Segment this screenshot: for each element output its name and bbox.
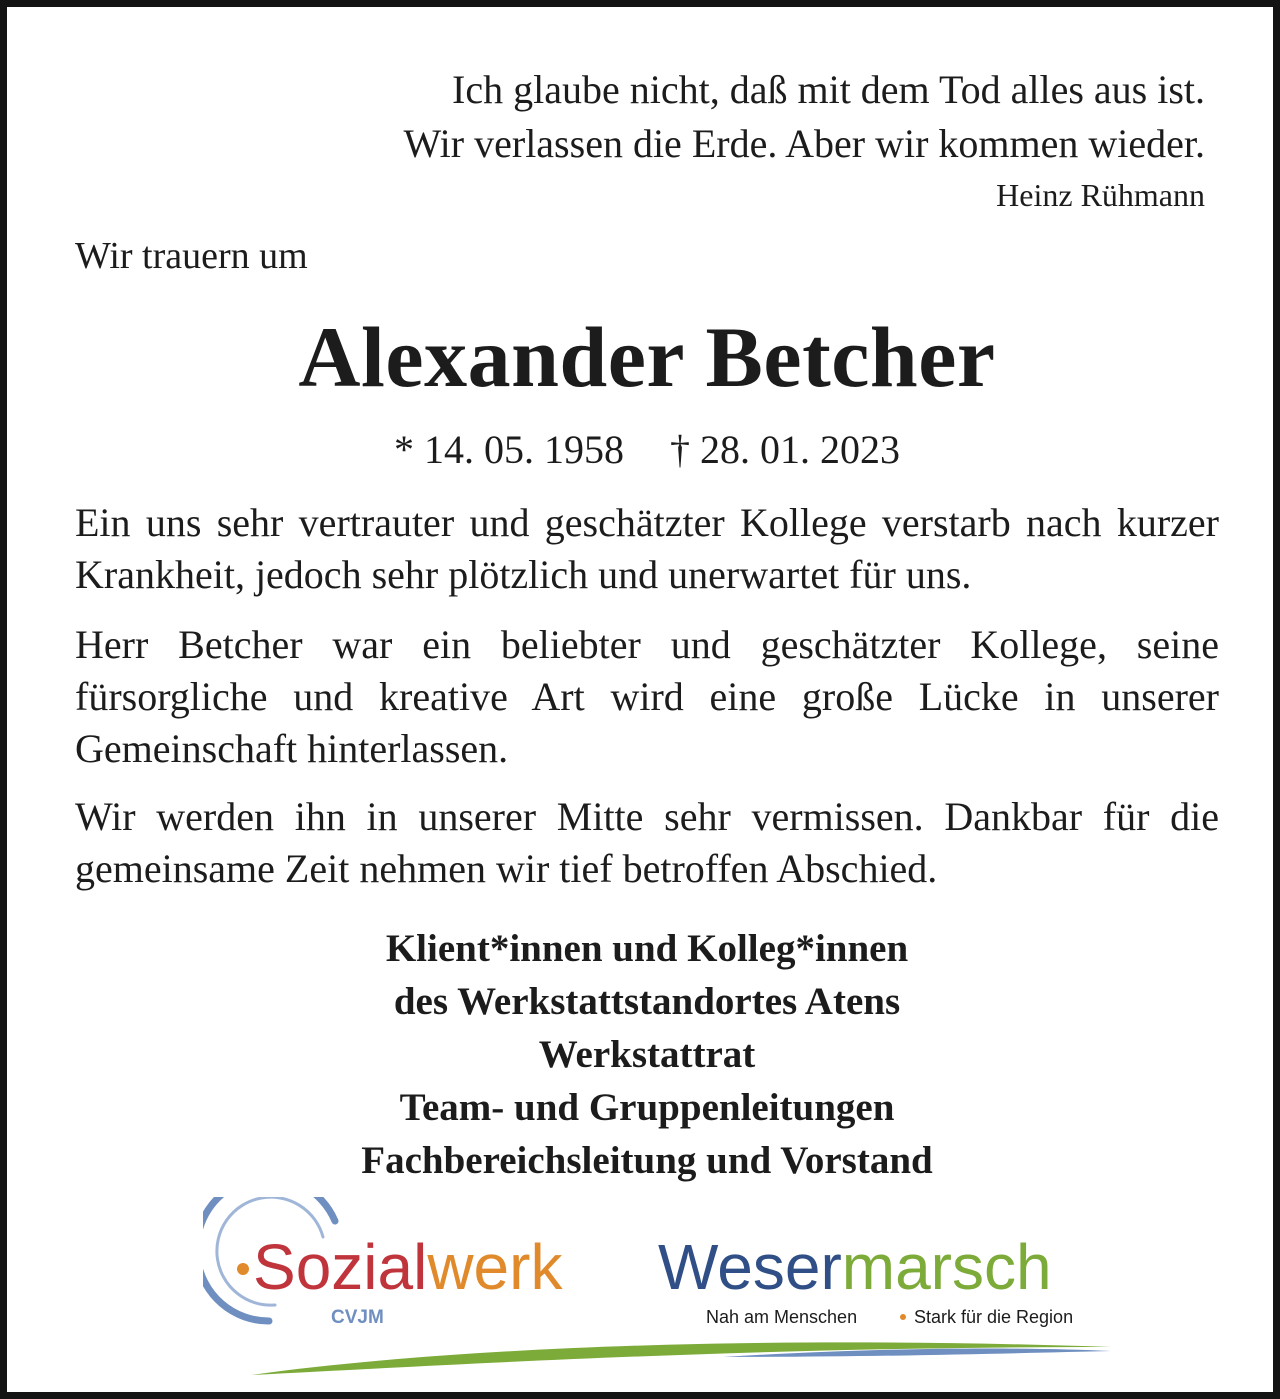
life-dates	[7, 425, 1280, 475]
birth-date: * 14. 05. 1958	[394, 427, 624, 472]
signer-line: Team- und Gruppenleitungen	[399, 1086, 895, 1129]
deceased-name: Alexander Betcher	[298, 309, 996, 405]
logo-green-swoosh	[251, 1342, 1111, 1375]
paragraph-3: Wir werden ihn in unserer Mitte sehr vermissen. Dankbar für die gemeinsame Zeit nehmen wir tief betroffen Abschied.	[75, 794, 1219, 891]
svg-text:Nah am Menschen	[706, 1307, 857, 1327]
logo-dot-icon	[237, 1263, 249, 1275]
svg-text:Stark für die Region	[914, 1307, 1073, 1327]
intro-text: Wir trauern um	[75, 235, 308, 277]
signer-line: des Werkstattstandortes Atens	[393, 980, 901, 1023]
signer-line: Fachbereichsleitung und Vorstand	[361, 1139, 933, 1182]
logo-tagline-1: Nah am Menschen	[706, 1307, 858, 1327]
quote-line-2: Wir verlassen die Erde. Aber wir kommen wieder.	[403, 121, 1205, 166]
logo-word-sozial: Sozial	[253, 1231, 428, 1303]
signer-line: Werkstattrat	[538, 1033, 756, 1076]
quote-line-1: Ich glaube nicht, daß mit dem Tod alles aus ist.	[452, 67, 1205, 112]
sozialwerk-wesermarsch-logo	[203, 1197, 1133, 1389]
svg-text:Sozialwerk	[253, 1231, 563, 1303]
paragraph-2: Herr Betcher war ein beliebter und geschätzter Kollege, seine fürsorgliche und kreative Art wird eine große Lücke in unserer Gemeinschaft hinterlassen.	[75, 622, 1219, 771]
svg-text:Wesermarsch	[658, 1231, 1052, 1303]
logo-tagline-2: Stark für die Region	[914, 1307, 1074, 1327]
logo-word-marsch: marsch	[841, 1231, 1052, 1303]
quote-author: Heinz Rühmann	[996, 177, 1205, 213]
logo-word-werk: werk	[427, 1231, 563, 1303]
signers-block	[7, 922, 1280, 1187]
logo-tagline-dot-icon	[900, 1314, 906, 1320]
paragraph-1: Ein uns sehr vertrauter und geschätzter Kollege verstarb nach kurzer Krankheit, jedoch sehr plötzlich und unerwartet für uns.	[75, 500, 1219, 597]
logo-cvjm: CVJM	[331, 1307, 384, 1328]
signer-line: Klient*innen und Kolleg*innen	[385, 927, 909, 970]
logo-word-weser: Weser	[658, 1231, 842, 1303]
death-date: † 28. 01. 2023	[670, 427, 900, 472]
